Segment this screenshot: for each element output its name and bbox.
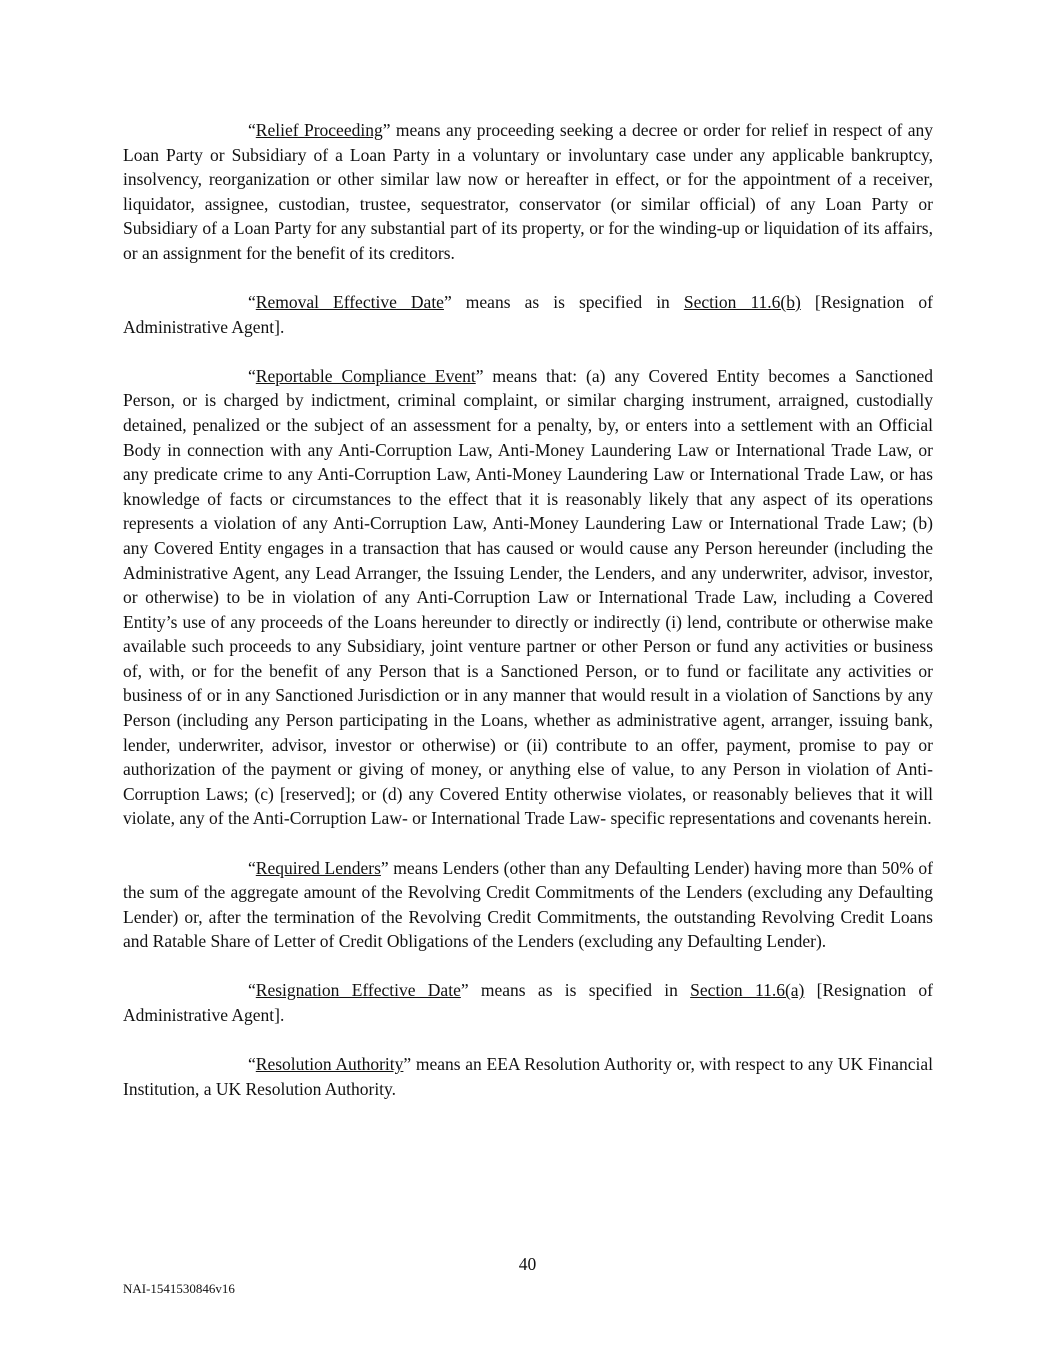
- paragraph-text: ” means an EEA Resolution Authority or, with respect to any UK Financial Institution, a UK Resolution Authority.: [123, 1054, 933, 1099]
- defined-term: Resignation Effective Date: [255, 980, 461, 1001]
- defined-term: Section 11.6(a): [690, 980, 805, 1001]
- paragraph: [123, 118, 933, 266]
- defined-term: Relief Proceeding: [255, 120, 383, 140]
- paragraph-text: “: [248, 292, 256, 313]
- defined-term: Reportable Compliance Event: [255, 365, 476, 386]
- paragraph-text: ” means that: (a) any Covered Entity becomes a Sanctioned Person, or is charged by indictment, criminal complaint, or similar charging instrument, arraigned, custodially detained, penalized or the subject of an assessment for a penalty, by, or enters into a settlement with an Official Body in connection with any Anti-Corruption Law, Anti-Money Laundering Law or International Trade Law, or any predicate crime to any Anti-Corruption Law, Anti-Money Laundering Law or International Trade Law, or has knowledge of facts or circumstances to the effect that it is reasonably likely that any aspect of its operations represents a violation of any Anti-Corruption Law, Anti-Money Laundering Law or International Trade Law; (b) any Covered Entity engages in a transaction that has caused or would cause any Person hereunder (including the Administrative Agent, any Lead Arranger, the Issuing Lender, the Lenders, and any underwriter, advisor, investor, or otherwise) to be in violation of any Anti-Corruption Law or International Trade Law, including a Covered Entity’s use of any proceeds of the Loans hereunder to directly or indirectly (i) lend, contribute or otherwise make available such proceeds to any Subsidiary, joint venture partner or other Person or fund any activities or business of, with, or for the benefit of any Person that is a Sanctioned Person, or to fund or facilitate any activities or business of or in any Sanctioned Jurisdiction or in any manner that would result in a violation of Sanctions by any Person (including any Person participating in the Loans, whether as administrative agent, arranger, issuing bank, lender, underwriter, advisor, investor or otherwise) or (ii) contribute to an offer, payment, promise to pay or authorization of the payment or giving of money, or anything else of value, to any Person in violation of Anti-Corruption Laws; (c) [reserved]; or (d) any Covered Entity otherwise violates, or reasonably believes that it will violate, any of the Anti-Corruption Law- or International Trade Law- specific representations and covenants herein.: [123, 365, 933, 829]
- paragraph: [123, 978, 933, 1027]
- paragraph-text: “: [248, 120, 256, 140]
- paragraph-text: ” means as is specified in: [460, 980, 691, 1001]
- page-number: 40: [518, 1254, 537, 1274]
- defined-term: Required Lenders: [255, 857, 381, 878]
- paragraph-text: [Resignation of Administrative Agent].: [123, 980, 933, 1025]
- paragraph: [123, 364, 933, 831]
- paragraph: [123, 856, 933, 954]
- defined-term: Resolution Authority: [255, 1054, 404, 1075]
- paragraph-text: ” means as is specified in: [443, 292, 684, 313]
- defined-term: Removal Effective Date: [255, 292, 444, 313]
- paragraph-text: ” means Lenders (other than any Defaulting Lender) having more than 50% of the sum of the aggregate amount of the Revolving Credit Commitments of the Lenders (excluding any Defaulting Lender) or, after the termination of the Revolving Credit Commitments, the outstanding Revolving Credit Loans and Ratable Share of Letter of Credit Obligations of the Lenders (excluding any Defaulting Lender).: [123, 857, 933, 952]
- paragraph: [123, 1052, 933, 1101]
- paragraph-text: [Resignation of Administrative Agent].: [123, 292, 933, 337]
- paragraph-text: “: [248, 980, 256, 1001]
- document-body: [123, 118, 933, 1101]
- paragraph-text: “: [248, 857, 256, 878]
- paragraph: [123, 290, 933, 339]
- paragraph-text: ” means any proceeding seeking a decree or order for relief in respect of any Loan Party or Subsidiary of a Loan Party in a voluntary or involuntary case under any applicable bankruptcy, insolvency, reorganization or other similar law now or hereafter in effect, or for the appointment of a receiver, liquidator, assignee, custodian, trustee, sequestrator, conservator (or similar official) of any Loan Party or Subsidiary of a Loan Party for any substantial part of its property, or for the winding-up or liquidation of its affairs, or an assignment for the benefit of its creditors.: [123, 120, 933, 263]
- defined-term: Section 11.6(b): [683, 292, 801, 313]
- paragraph-text: “: [248, 365, 256, 386]
- paragraph-text: “: [248, 1054, 256, 1075]
- document-control-number: NAI-1541530846v16: [123, 1281, 235, 1296]
